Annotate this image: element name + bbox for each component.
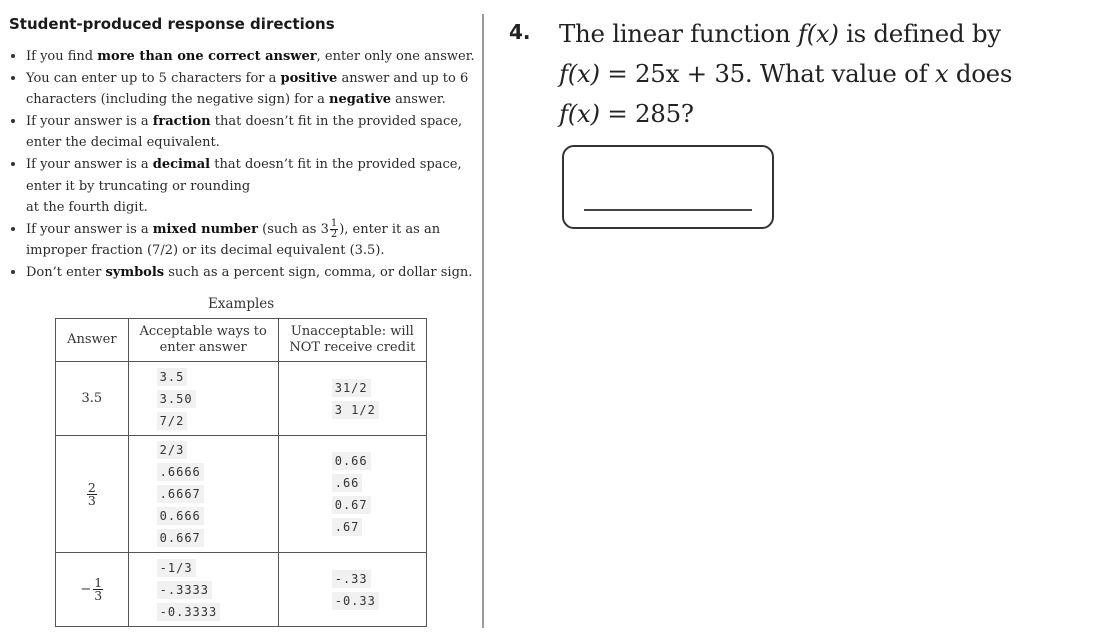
direction-bold: decimal (152, 156, 211, 172)
acceptable-value: 2/3 (157, 441, 188, 459)
direction-bold: negative (329, 92, 392, 108)
direction-bold: more than one correct answer (97, 49, 317, 64)
unacceptable-value: -.33 (332, 570, 371, 588)
direction-text: at the fourth digit. (26, 200, 148, 216)
fraction-numerator: 1 (94, 575, 103, 590)
unacceptable-value: 3 1/2 (332, 401, 379, 419)
acceptable-value: .6666 (157, 463, 204, 481)
direction-item-5 (9, 219, 477, 262)
direction-text: such as a percent sign, comma, or dollar sign. (164, 264, 473, 280)
acceptable-cell (128, 362, 278, 436)
equation-part: = 285? (599, 99, 694, 128)
unacceptable-value: 31/2 (332, 379, 371, 397)
direction-item-2 (9, 68, 477, 111)
direction-bold: mixed number (152, 221, 258, 237)
directions-list (9, 46, 477, 284)
fraction-denominator: 2 (330, 228, 338, 240)
table-row (56, 436, 427, 553)
direction-bold: fraction (152, 113, 211, 129)
fraction-denominator: 3 (94, 588, 103, 603)
acceptable-value: -1/3 (157, 559, 196, 577)
acceptable-value: 3.5 (157, 368, 188, 386)
question-number: 4. (509, 20, 531, 44)
direction-text: (such as 3 (257, 221, 329, 237)
direction-text: You can enter up to 5 characters for a (26, 70, 281, 86)
examples-title: Examples (208, 296, 275, 312)
directions-panel (0, 0, 480, 644)
mixed-number-fraction (330, 219, 338, 240)
direction-text: that doesn’t fit in the provided space, enter it by truncating or rounding (26, 156, 462, 194)
answer-fraction (93, 577, 103, 602)
question-text-part: The linear function (559, 19, 798, 48)
answer-input-box[interactable] (562, 145, 774, 229)
acceptable-cell (128, 436, 278, 553)
direction-text: If you find (26, 49, 98, 64)
question-text (559, 14, 1099, 134)
question-text-part: . What value of (744, 59, 935, 88)
answer-cell (56, 436, 129, 553)
variable: x (934, 59, 949, 88)
fraction-numerator: 2 (87, 480, 96, 495)
answer-negative-fraction (80, 577, 103, 602)
direction-item-3 (9, 111, 477, 154)
direction-item-4 (9, 154, 477, 219)
direction-text: ), enter it as an improper fraction (7/2) or its decimal equivalent (3.5). (26, 221, 441, 259)
function-notation: f(x) (797, 19, 839, 48)
acceptable-value: -0.3333 (157, 603, 221, 621)
answer-cell (56, 553, 129, 627)
acceptable-value: .6667 (157, 485, 204, 503)
direction-text: If your answer is a (26, 113, 153, 129)
table-header-row (56, 319, 427, 362)
unacceptable-cell (278, 553, 426, 627)
direction-text: If your answer is a (26, 156, 153, 172)
fraction-numerator: 1 (330, 217, 338, 229)
table-row (56, 362, 427, 436)
unacceptable-value: .67 (332, 518, 363, 536)
panel-divider[interactable] (482, 14, 484, 628)
acceptable-value: -.3333 (157, 581, 212, 599)
acceptable-value: 0.666 (157, 507, 204, 525)
acceptable-cell (128, 553, 278, 627)
question-text-part: is defined by (838, 19, 1001, 48)
unacceptable-value: 0.67 (332, 496, 371, 514)
direction-item-6 (9, 262, 477, 284)
direction-bold: symbols (105, 264, 165, 280)
fraction-denominator: 3 (87, 493, 96, 508)
direction-text: Don’t enter (26, 264, 106, 280)
header-acceptable: Acceptable ways to enter answer (128, 319, 278, 362)
direction-bold: positive (280, 70, 338, 86)
direction-item-1 (9, 46, 477, 68)
examples-table (55, 318, 427, 627)
equation-part: = 25x + 35 (599, 59, 745, 88)
direction-text: , enter only one answer. (316, 49, 475, 64)
answer-underline (584, 209, 752, 211)
function-notation: f(x) (559, 59, 600, 88)
header-unacceptable: Unacceptable: will NOT receive credit (278, 319, 426, 362)
direction-text: answer and up to 6 characters (including the negative sign) for a (26, 70, 469, 108)
direction-text: that doesn’t fit in the provided space, enter the decimal equivalent. (26, 113, 463, 151)
answer-cell: 3.5 (56, 362, 129, 436)
table-row (56, 553, 427, 627)
minus-sign: − (80, 582, 92, 597)
unacceptable-value: 0.66 (332, 452, 371, 470)
acceptable-value: 3.50 (157, 390, 196, 408)
unacceptable-cell (278, 436, 426, 553)
direction-text: answer. (391, 92, 446, 108)
unacceptable-value: -0.33 (332, 592, 379, 610)
acceptable-value: 0.667 (157, 529, 204, 547)
answer-fraction (87, 482, 97, 507)
direction-text: If your answer is a (26, 221, 153, 237)
unacceptable-value: .66 (332, 474, 363, 492)
acceptable-value: 7/2 (157, 412, 188, 430)
question-text-part: does (948, 59, 1013, 88)
directions-title: Student-produced response directions (9, 15, 335, 33)
function-notation: f(x) (559, 99, 600, 128)
header-answer: Answer (56, 319, 129, 362)
unacceptable-cell (278, 362, 426, 436)
